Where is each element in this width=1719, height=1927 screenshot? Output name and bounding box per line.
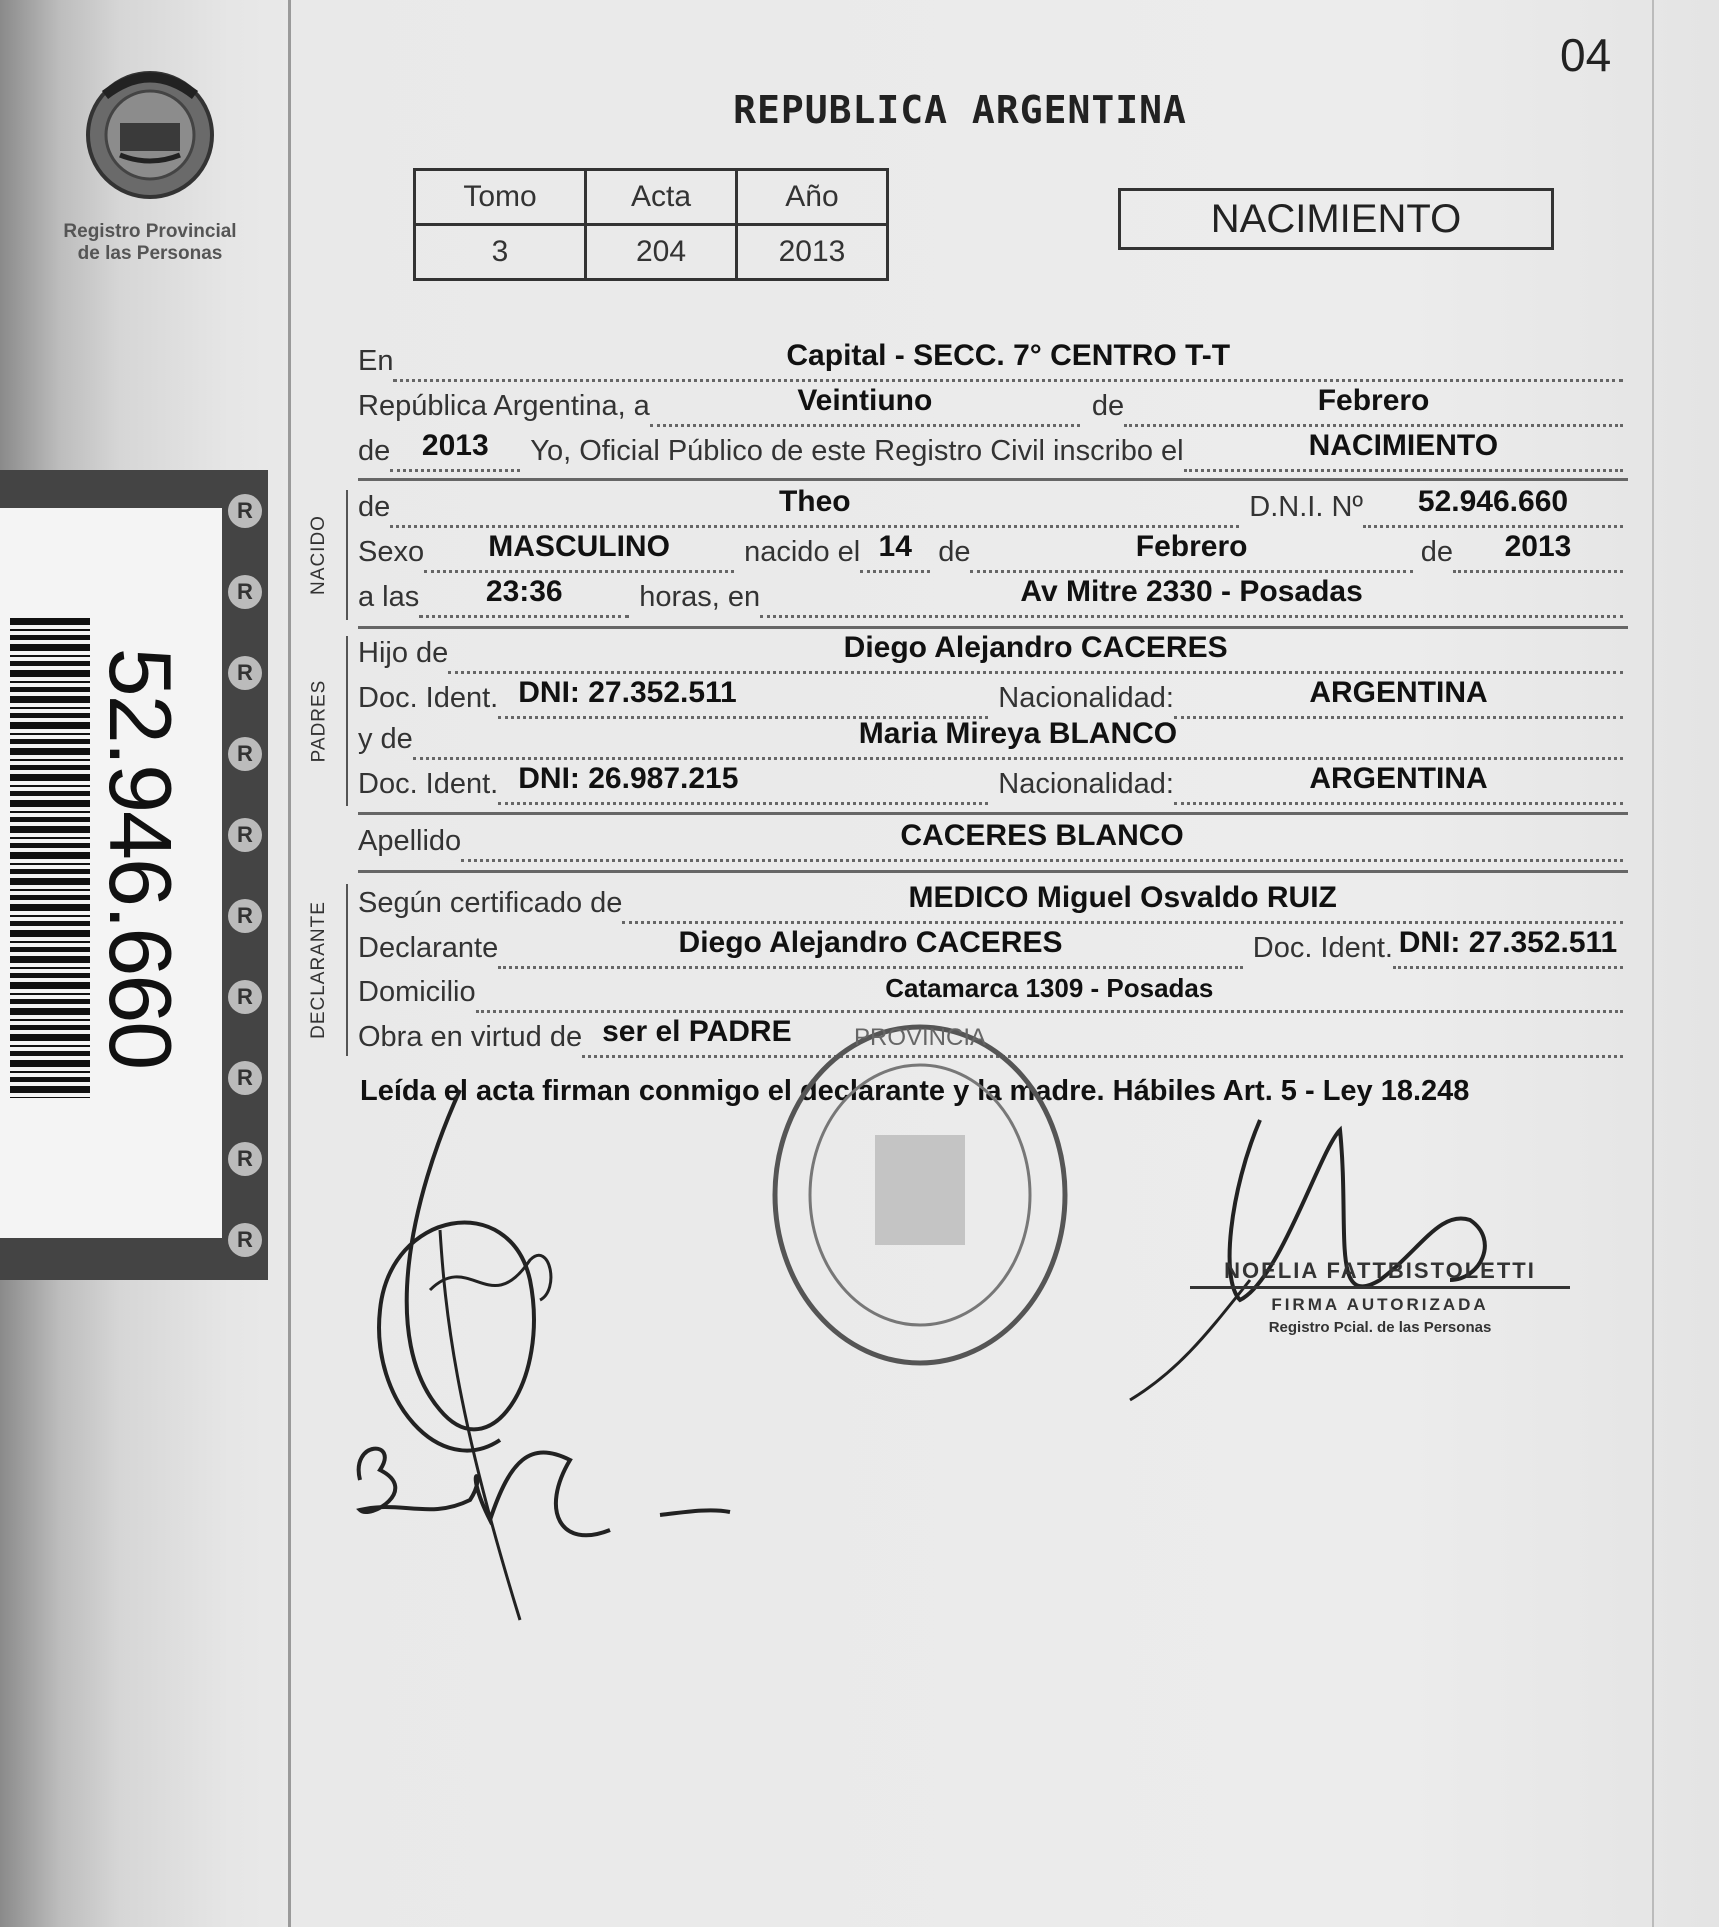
father-nat-field: [1174, 675, 1623, 719]
row-date: [358, 383, 1623, 427]
father-nat-label: Nacionalidad:: [998, 682, 1174, 714]
child-name-field: [390, 484, 1239, 528]
capacity-label: Obra en virtud de: [358, 1021, 583, 1053]
authorized-role: FIRMA AUTORIZADA: [1271, 1295, 1489, 1314]
father-doc-label: Doc. Ident.: [358, 682, 499, 714]
register-table: [413, 168, 889, 281]
sex-value: MASCULINO: [488, 530, 670, 563]
authorized-name: NOELIA FATTBISTOLETTI: [1190, 1258, 1570, 1289]
register-header-tomo: Tomo: [415, 170, 586, 225]
dni-label: D.N.I. Nº: [1249, 491, 1363, 523]
day-field: [650, 383, 1080, 427]
sticker-label: [0, 508, 222, 1238]
row-surname: [358, 818, 1623, 862]
surname-field: [461, 818, 1623, 862]
mother-label: y de: [358, 723, 413, 755]
year-field: [390, 428, 520, 472]
svg-text:PROVINCIA: PROVINCIA: [853, 1024, 987, 1051]
time-label: a las: [358, 581, 420, 613]
authorized-org: Registro Pcial. de las Personas: [1268, 1319, 1492, 1336]
act-type-box: NACIMIENTO: [1118, 188, 1554, 250]
dni-value: 52.946.660: [1417, 485, 1569, 518]
event-field: [1184, 428, 1623, 472]
father-nat-value: ARGENTINA: [1309, 676, 1488, 709]
register-value-anio: 2013: [737, 225, 888, 280]
declarant-label: Declarante: [358, 932, 499, 964]
dni-field: [1363, 484, 1623, 528]
birth-month-value: Febrero: [1135, 530, 1248, 563]
register-header-acta: Acta: [586, 170, 737, 225]
security-r-mark: R: [228, 980, 262, 1014]
month-value: Febrero: [1317, 384, 1430, 417]
mother-nat-field: [1174, 761, 1623, 805]
place-value: Capital - SECC. 7° CENTRO T-T: [786, 339, 1231, 372]
row-father: [358, 630, 1623, 674]
declarant-field: [498, 925, 1243, 969]
sex-label: Sexo: [358, 536, 425, 568]
mother-doc-label: Doc. Ident.: [358, 768, 499, 800]
mother-field: [413, 716, 1623, 760]
birth-day-field: [860, 529, 930, 573]
birth-place-field: [760, 574, 1623, 618]
side-label-padres: PADRES: [308, 679, 330, 763]
mother-nat-value: ARGENTINA: [1309, 762, 1488, 795]
father-value: Diego Alejandro CACERES: [843, 631, 1228, 664]
mother-nat-label: Nacionalidad:: [998, 768, 1174, 800]
row-mother: [358, 716, 1623, 760]
row-year: [358, 428, 1623, 472]
cert-field: [622, 880, 1623, 924]
row-mother-doc: [358, 761, 1623, 805]
de-label: de: [1091, 390, 1125, 422]
section-divider: [358, 812, 1628, 815]
registry-logo: [60, 55, 240, 265]
sex-field: [424, 529, 734, 573]
republica-label: República Argentina, a: [358, 390, 650, 422]
declarant-value: Diego Alejandro CACERES: [678, 926, 1063, 959]
page-edge: [1652, 0, 1654, 1927]
security-r-mark: R: [228, 1223, 262, 1257]
surname-label: Apellido: [358, 825, 462, 857]
logo-caption-line1: Registro Provincial: [63, 221, 237, 242]
address-label: Domicilio: [358, 976, 476, 1008]
logo-caption: [60, 221, 240, 265]
birth-place-value: Av Mitre 2330 - Posadas: [1020, 575, 1363, 608]
folio-number: 04: [1560, 29, 1612, 81]
mother-doc-field: [498, 761, 988, 805]
document-title: REPUBLICA ARGENTINA: [733, 88, 1187, 132]
side-label-declarante: DECLARANTE: [308, 901, 329, 1039]
place-field: [393, 338, 1623, 382]
declarant-doc-field: [1393, 925, 1623, 969]
capacity-value: ser el PADRE: [602, 1015, 792, 1048]
cert-value: MEDICO Miguel Osvaldo RUIZ: [908, 881, 1337, 914]
row-sex-birth: [358, 529, 1623, 573]
birth-year-field: [1453, 529, 1623, 573]
mother-value: Maria Mireya BLANCO: [858, 717, 1178, 750]
father-doc-field: [498, 675, 988, 719]
birth-de2-label: de: [1420, 536, 1453, 568]
declarant-doc-value: DNI: 27.352.511: [1398, 926, 1618, 959]
month-field: [1124, 383, 1623, 427]
row-time-place: [358, 574, 1623, 618]
security-r-mark: R: [228, 737, 262, 771]
year-value: 2013: [421, 429, 489, 462]
security-r-mark: R: [228, 899, 262, 933]
day-value: Veintiuno: [797, 384, 933, 417]
event-value: NACIMIENTO: [1308, 429, 1499, 462]
born-label: nacido el: [744, 536, 861, 568]
year-label: de: [358, 435, 391, 467]
row-child-name: [358, 484, 1623, 528]
padres-bracket: [346, 636, 348, 806]
section-divider: [358, 626, 1628, 629]
section-divider: [358, 870, 1628, 873]
closing-statement: Leída el acta firman conmigo el declarante y la madre. Hábiles Art. 5 - Ley 18.248: [360, 1075, 1470, 1107]
register-header-row: [415, 170, 888, 225]
place-label: En: [358, 345, 394, 377]
father-doc-value: DNI: 27.352.511: [518, 676, 737, 709]
register-value-row: [415, 225, 888, 280]
birth-day-value: 14: [878, 530, 912, 563]
father-label: Hijo de: [358, 637, 449, 669]
sticker-number-text: 52.946.660: [91, 647, 190, 1069]
nacido-bracket: [346, 490, 348, 620]
row-father-doc: [358, 675, 1623, 719]
birth-month-field: [970, 529, 1412, 573]
security-r-mark: R: [228, 494, 262, 528]
birth-place-label: horas, en: [639, 581, 761, 613]
security-r-mark: R: [228, 1142, 262, 1176]
child-name-value: Theo: [778, 485, 851, 518]
register-value-tomo: 3: [415, 225, 586, 280]
address-value: Catamarca 1309 - Posadas: [885, 973, 1214, 1003]
declarante-bracket: [346, 884, 348, 1056]
father-field: [448, 630, 1623, 674]
cert-label: Según certificado de: [358, 887, 623, 919]
barcode-icon: [10, 618, 90, 1098]
security-r-mark: R: [228, 1061, 262, 1095]
logo-caption-line2: de las Personas: [77, 243, 223, 264]
security-r-mark: R: [228, 575, 262, 609]
provincial-shield-icon: [80, 55, 220, 215]
section-divider: [358, 478, 1628, 481]
capacity-field: [582, 1014, 1623, 1058]
mother-signature-icon: [340, 1400, 740, 1560]
security-r-mark: R: [228, 656, 262, 690]
birth-de1-label: de: [938, 536, 971, 568]
declarant-doc-label: Doc. Ident.: [1252, 932, 1393, 964]
birth-year-value: 2013: [1504, 530, 1572, 563]
row-place: [358, 338, 1623, 382]
register-value-acta: 204: [586, 225, 737, 280]
row-declarant: [358, 925, 1623, 969]
side-label-nacido: NACIDO: [308, 515, 329, 595]
id-sticker: [0, 470, 268, 1280]
time-value: 23:36: [485, 575, 563, 608]
register-header-anio: Año: [737, 170, 888, 225]
official-seal-icon: [760, 985, 1080, 1385]
authorized-signature-block: [1190, 1258, 1570, 1336]
sticker-number: [91, 618, 190, 1098]
time-field: [419, 574, 629, 618]
inscribo-text: Yo, Oficial Público de este Registro Civil inscribo el: [530, 435, 1184, 467]
security-r-mark: R: [228, 818, 262, 852]
name-label: de: [358, 491, 391, 523]
mother-doc-value: DNI: 26.987.215: [518, 762, 739, 795]
row-certificate: [358, 880, 1623, 924]
surname-value: CACERES BLANCO: [900, 819, 1184, 852]
